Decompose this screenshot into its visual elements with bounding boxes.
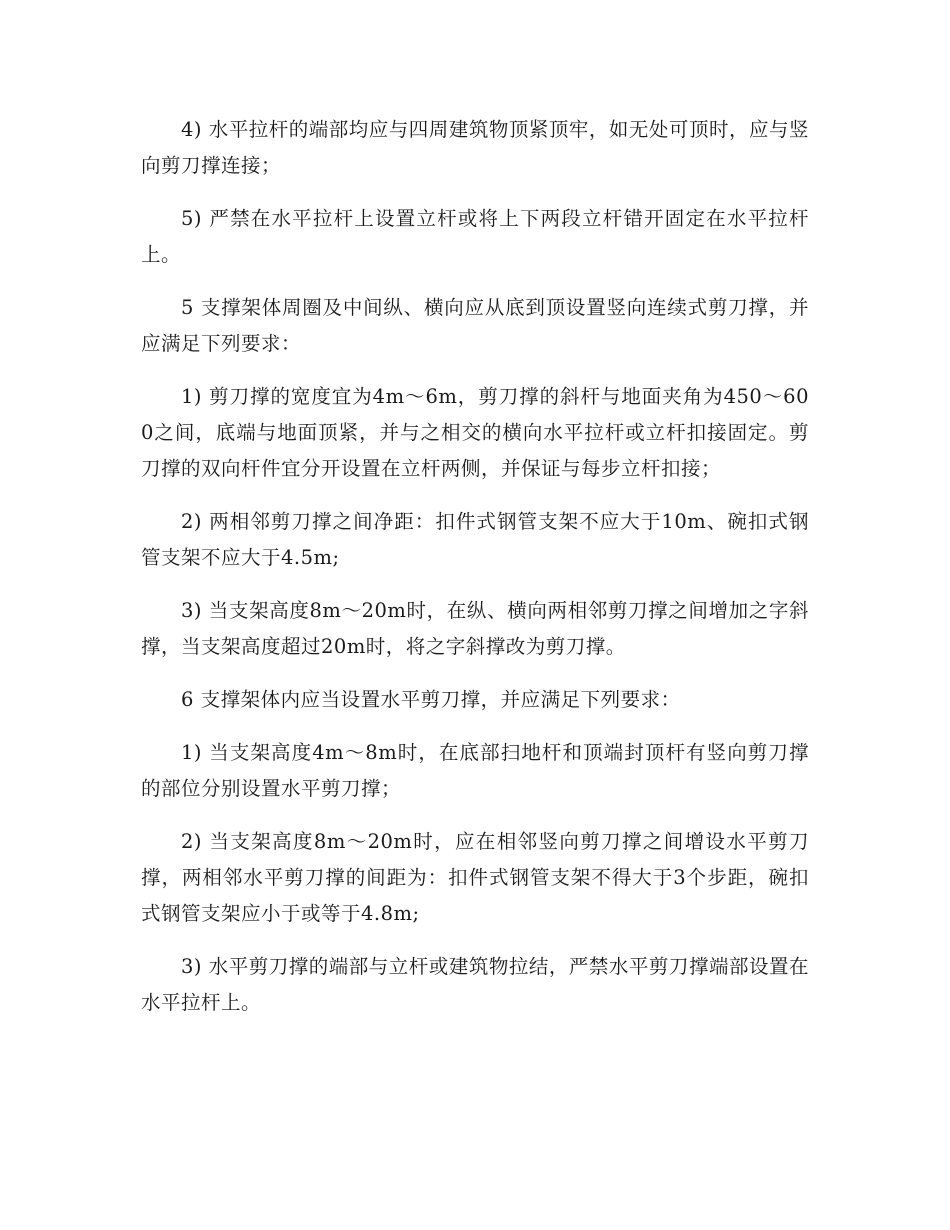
paragraph-item-5: 5) 严禁在水平拉杆上设置立杆或将上下两段立杆错开固定在水平拉杆上。 [141,207,809,266]
paragraph-item-3b: 3) 水平剪刀撑的端部与立杆或建筑物拉结，严禁水平剪刀撑端部设置在水平拉杆上。 [141,955,809,1014]
paragraph-item-4: 4) 水平拉杆的端部均应与四周建筑物顶紧顶牢，如无处可顶时，应与竖向剪刀撑连接； [141,118,809,177]
paragraph-item-2: 2) 两相邻剪刀撑之间净距：扣件式钢管支架不应大于10m、碗扣式钢管支架不应大于4.5m; [141,510,809,569]
document-body [141,112,809,1038]
paragraph-item-1b: 1) 当支架高度4m～8m时，在底部扫地杆和顶端封顶杆有竖向剪刀撑的部位分别设置水平剪刀撑； [141,741,809,800]
paragraph-clause-5: 5 支撑架体周圈及中间纵、横向应从底到顶设置竖向连续式剪刀撑，并应满足下列要求： [141,296,809,355]
paragraph-item-3: 3) 当支架高度8m～20m时，在纵、横向两相邻剪刀撑之间增加之字斜撑，当支架高度超过20m时，将之字斜撑改为剪刀撑。 [141,599,809,658]
paragraph-clause-6: 6 支撑架体内应当设置水平剪刀撑，并应满足下列要求： [180,688,681,711]
paragraph-item-1: 1) 剪刀撑的宽度宜为4m～6m，剪刀撑的斜杆与地面夹角为450～600之间，底端与地面顶紧，并与之相交的横向水平拉杆或立杆扣接固定。剪刀撑的双向杆件宜分开设置在立杆两侧，并保证与每步立杆扣接； [141,385,809,480]
paragraph-item-2b: 2) 当支架高度8m～20m时，应在相邻竖向剪刀撑之间增设水平剪刀撑，两相邻水平剪刀撑的间距为：扣件式钢管支架不得大于3个步距，碗扣式钢管支架应小于或等于4.8m; [141,830,809,925]
